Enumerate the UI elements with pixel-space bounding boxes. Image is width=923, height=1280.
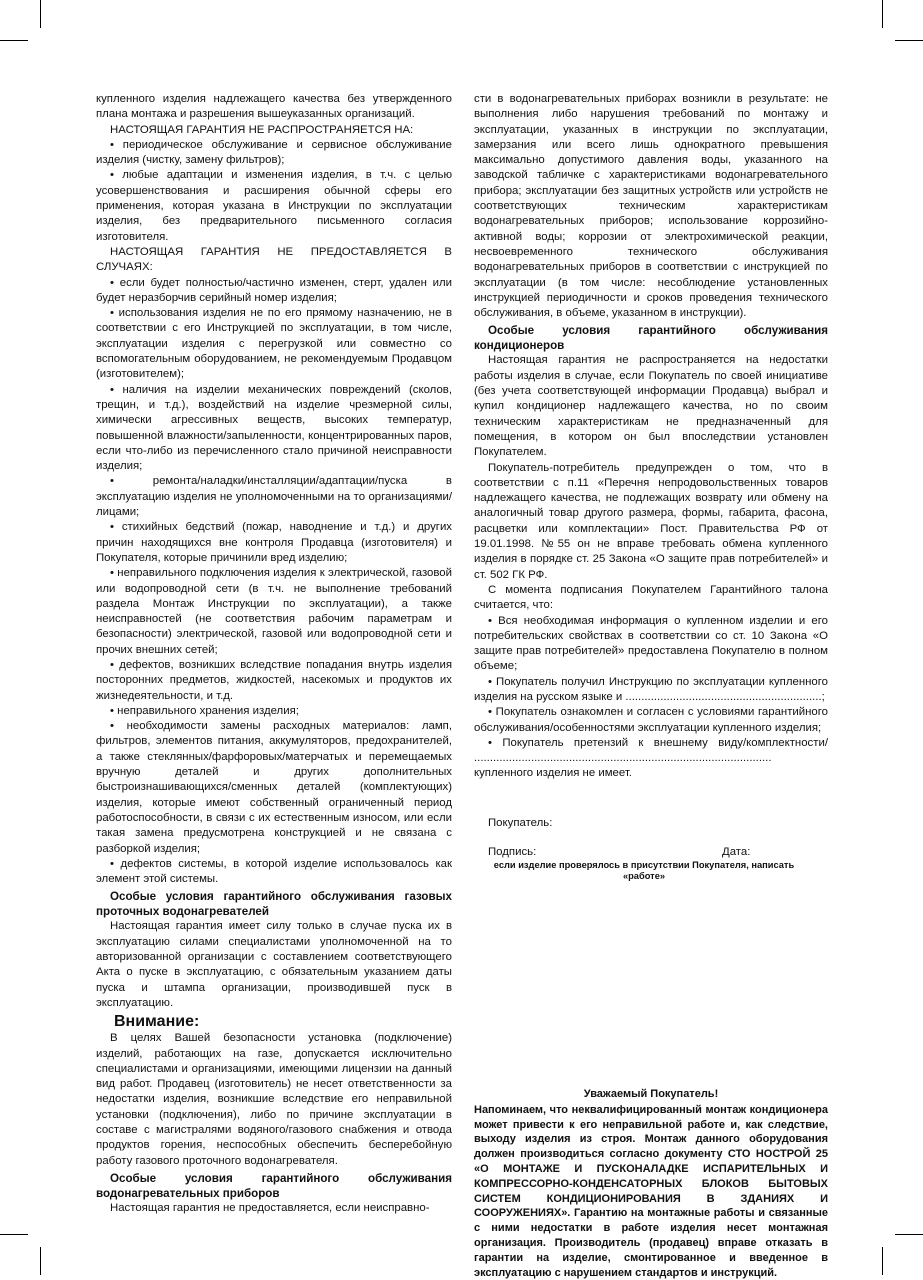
paragraph: НАСТОЯЩАЯ ГАРАНТИЯ НЕ ПРЕДОСТАВЛЯЕТСЯ В СЛУЧАЯХ: xyxy=(96,245,452,274)
sign-label: Подпись: xyxy=(488,846,537,859)
paragraph: • Вся необходимая информация о купленном изделии и его потребительских свойствах в соответствии со ст. 10 Закона «О защите прав потребителей» предоставлена Покупателю в полном объеме; xyxy=(474,614,828,673)
section-heading: Особые условия гарантийного обслуживания водонагревательных приборов xyxy=(96,1171,452,1200)
crop-mark xyxy=(40,0,41,28)
paragraph: Настоящая гарантия имеет силу только в случае пуска их в эксплуатацию силами специалистами уполномоченной на то авторизованной организации с составлением соответствующего Акта о пуске в эксплуатацию, с обязательным указанием даты пуска и штампа организации, производившей пуск в эксплуатацию. xyxy=(96,920,452,1009)
paragraph: • ремонта/наладки/инсталляции/адаптации/пуска в эксплуатацию изделия не уполномоченными на то организациями/лицами; xyxy=(96,475,452,519)
crop-mark xyxy=(882,0,883,28)
notice-title: Уважаемый Покупатель! xyxy=(583,1088,719,1101)
paragraph: • неправильного хранения изделия; xyxy=(110,704,299,717)
paragraph: Настоящая гарантия не предоставляется, если неисправно- xyxy=(110,1201,430,1214)
paragraph: • периодическое обслуживание и сервисное обслуживание изделия (чистку, замену фильтров); xyxy=(96,138,452,167)
notice-text: Напоминаем, что неквалифицированный монтаж кондиционера может привести к его неправильной работе и, как следствие, выходу изделия из строя. Монтаж данного оборудования должен производиться согласно документу СТО НОСТРОЙ 25 «О МОНТАЖЕ И ПУСКОНАЛАДКЕ ИСПАРИТЕЛЬНЫХ И КОМПРЕССОРНО-КОНДЕНСАТОРНЫХ БЛОКОВ БЫТОВЫХ СИСТЕМ КОНДИЦИОНИРОВАНИЯ В ЗДАНИЯХ И СООРУЖЕНИЯХ». Гарантию на монтажные работы и связанные с ними недостатки в работе изделия несет монтажная организация. Производитель (продавец) вправе отказать в гарантии на изделие, смонтированное и введенное в эксплуатацию с нарушением стандартов и инструкций. xyxy=(474,1103,828,1279)
signature-block xyxy=(474,816,828,882)
signature-note: если изделие проверялось в присутствии Покупателя, написать «работе» xyxy=(493,860,795,882)
left-column xyxy=(96,92,452,1216)
right-column xyxy=(474,92,828,1280)
date-label: Дата: xyxy=(722,846,751,859)
paragraph: С момента подписания Покупателем Гарантийного талона считается, что: xyxy=(474,583,828,612)
crop-mark xyxy=(40,1247,41,1275)
section-heading: Внимание: xyxy=(114,1013,200,1031)
paragraph: • дефектов системы, в которой изделие использовалось как элемент этой системы. xyxy=(96,857,452,886)
paragraph: НАСТОЯЩАЯ ГАРАНТИЯ НЕ РАСПРОСТРАНЯЕТСЯ НА: xyxy=(110,123,414,136)
section-heading: Особые условия гарантийного обслуживания кондиционеров xyxy=(474,324,828,353)
paragraph: • Покупатель претензий к внешнему виду/комплектности/ .............................................................................................. купленного изделия не имеет. xyxy=(474,736,828,780)
paragraph: • стихийных бедствий (пожар, наводнение и т.д.) и других причин находящихся вне контроля Продавца (изготовителя) и Покупателя, которые причинили вред изделию; xyxy=(96,521,452,564)
paragraph: • любые адаптации и изменения изделия, в т.ч. с целью усовершенствования и расширения обычной сферы его применения, которая указана в Инструкции по эксплуатации изделия, без предварительного письменного согласия изготовителя. xyxy=(96,169,452,243)
crop-mark xyxy=(895,40,923,41)
buyer-label: Покупатель: xyxy=(488,816,553,829)
paragraph: • наличия на изделии механических повреждений (сколов, трещин, и т.д.), воздействий на изделие чрезмерной силы, химически агрессивных веществ, высоких температур, повышенной влажности/запыленности, концентрированных паров, если что-либо из перечисленного стало причиной неисправности изделия; xyxy=(96,383,452,473)
paragraph: • использования изделия не по его прямому назначению, не в соответствии с его Инструкцией по эксплуатации, в том числе, эксплуатации изделия с перегрузкой или совместно со вспомогательным оборудованием, не рекомендуемым Продавцом (изготовителем); xyxy=(96,307,452,381)
paragraph: • Покупатель получил Инструкцию по эксплуатации купленного изделия на русском языке и ..............................................................; xyxy=(474,675,828,703)
crop-mark xyxy=(0,40,28,41)
notice-box xyxy=(474,1087,828,1280)
crop-mark xyxy=(0,1234,28,1235)
paragraph: • неправильного подключения изделия к электрической, газовой или водопроводной сети (в т.ч. не выполнение требований раздела Монтаж Инструкции по эксплуатации), а также неисправностей (не соответствия рабочим параметрам и безопасности) электрической, газовой или водопроводной сети и прочих внешних сетей; xyxy=(96,567,452,656)
paragraph: сти в водонагревательных приборах возникли в результате: не выполнения либо нарушения требований по монтажу и эксплуатации, указанных в инструкции по эксплуатации, замерзания или всего лишь однократного превышения максимально допустимого давления воды, указанного на заводской табличке с характеристиками водонагревательного прибора; эксплуатации без защитных устройств или устройств не соответствующих техническим характеристикам водонагревательных приборов; использование коррозийно-активной воды; коррозии от электрохимической реакции, несвоевременного технического обслуживания водонагревательных приборов в соответствии с инструкцией по эксплуатации (в том числе: несоблюдение установленных инструкцией периодичности и сроков проведения технического обслуживания, в объеме, указанном в инструкции). xyxy=(474,93,828,320)
signature-line xyxy=(474,845,828,860)
paragraph: • если будет полностью/частично изменен, стерт, удален или будет неразборчив серийный номер изделия; xyxy=(96,276,452,304)
paragraph: купленного изделия надлежащего качества без утвержденного плана монтажа и разрешения вышеуказанных организаций. xyxy=(96,93,452,121)
crop-mark xyxy=(882,1247,883,1275)
paragraph: Покупатель-потребитель предупрежден о том, что в соответствии с п.11 «Перечня непродовольственных товаров надлежащего качества, не подлежащих возврату или обмену на аналогичный товар другого размера, формы, габарита, фасона, расцветки или комплектации» Пост. Правительства РФ от 19.01.1998. №55 он не вправе требовать обмена купленного изделия в порядке ст. 25 Закона «О защите прав потребителей» и ст. 502 ГК РФ. xyxy=(474,461,828,581)
crop-mark xyxy=(895,1234,923,1235)
paragraph: Настоящая гарантия не распространяется на недостатки работы изделия в случае, если Покупатель по своей инициативе (без учета соответствующей информации Продавца) выбрал и купил кондиционер надлежащего качества, но по своим техническим характеристикам не предназначенный для помещения, в котором он был впоследствии установлен Покупателем. xyxy=(474,354,828,459)
paragraph: • Покупатель ознакомлен и согласен с условиями гарантийного обслуживания/особенностями эксплуатации купленного изделия; xyxy=(474,706,828,734)
section-heading: Особые условия гарантийного обслуживания газовых проточных водонагревателей xyxy=(96,890,452,919)
paragraph: • необходимости замены расходных материалов: ламп, фильтров, элементов питания, аккумуляторов, предохранителей, а также стеклянных/фарфоровых/матерчатых и перемещаемых вручную деталей и других дополнительных быстроизнашивающихся/сменных деталей (комплектующих) изделия, которые имеют собственный ограниченный период работоспособности, в связи с их естественным износом, или если такая замена предусмотрена конструкцией и не связана с разборкой изделия; xyxy=(96,720,452,855)
paragraph: В целях Вашей безопасности установка (подключение) изделий, работающих на газе, допускается исключительно специалистами и организациями, имеющими лицензии на данный вид работ. Продавец (изготовитель) не несет ответственности за недостатки изделия, возникшие вследствие его неправильной установки (подключения), либо по причине эксплуатации в составе с магистралями водяного/газового снабжения и отвода продуктов горения, неспособных обеспечить бесперебойную работу газового проточного водонагревателя. xyxy=(96,1032,452,1167)
paragraph: • дефектов, возникших вследствие попадания внутрь изделия посторонних предметов, жидкостей, насекомых и продуктов их жизнедеятельности, и т.д. xyxy=(96,658,452,702)
right-column-text xyxy=(474,92,828,782)
